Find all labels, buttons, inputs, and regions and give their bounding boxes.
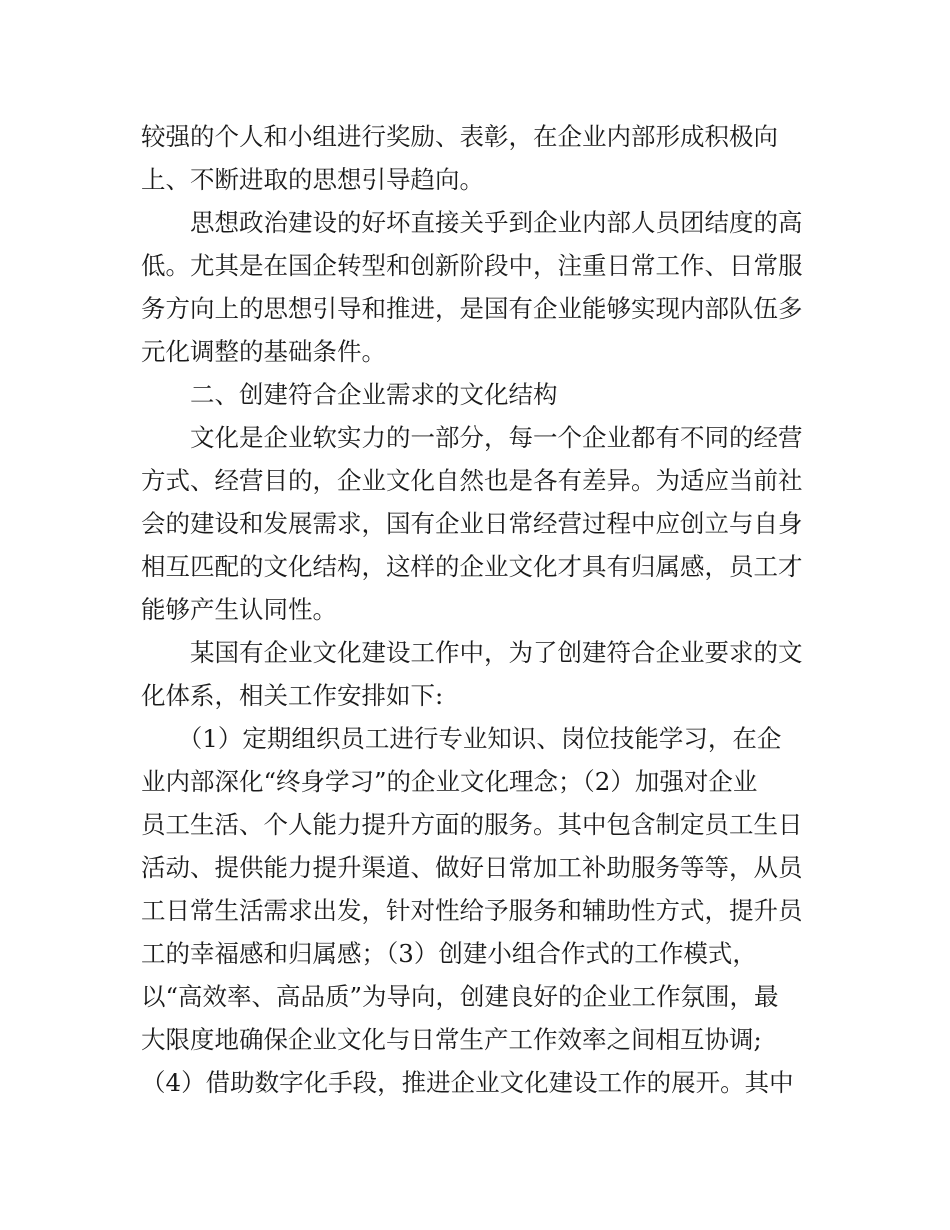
text-line: 业内部深化“终身学习”的企业文化理念；（2）加强对企业: [141, 767, 758, 796]
section-heading: 二、创建符合企业需求的文化结构: [141, 380, 558, 409]
text-line: 较强的个人和小组进行奖励、表彰，在企业内部形成积极向: [141, 122, 778, 151]
text-line: 大限度地确保企业文化与日常生产工作效率之间相互协调;: [141, 1025, 762, 1054]
text-line: 方式、经营目的，企业文化自然也是各有差异。为适应当前社: [141, 466, 803, 495]
text-line: 元化调整的基础条件。: [141, 337, 386, 366]
text-line: 相互匹配的文化结构，这样的企业文化才具有归属感，员工才: [141, 552, 803, 581]
text-line: 工的幸福感和归属感；（3）创建小组合作式的工作模式，: [141, 939, 757, 968]
text-line: 上、不断进取的思想引导趋向。: [141, 165, 484, 194]
text-line: 务方向上的思想引导和推进，是国有企业能够实现内部队伍多: [141, 294, 803, 323]
text-line: 活动、提供能力提升渠道、做好日常加工补助服务等等，从员: [141, 853, 803, 882]
text-line: 能够产生认同性。: [141, 595, 337, 624]
text-line: （1）定期组织员工进行专业知识、岗位技能学习，在企: [141, 724, 782, 753]
text-line: 低。尤其是在国企转型和创新阶段中，注重日常工作、日常服: [141, 251, 803, 280]
text-line: 员工生活、个人能力提升方面的服务。其中包含制定员工生日: [141, 810, 803, 839]
text-line: 思想政治建设的好坏直接关乎到企业内部人员团结度的高: [141, 208, 803, 237]
text-line: 某国有企业文化建设工作中，为了创建符合企业要求的文: [141, 638, 803, 667]
text-line: 文化是企业软实力的一部分，每一个企业都有不同的经营: [141, 423, 803, 452]
text-line: 化体系，相关工作安排如下:: [141, 681, 444, 710]
text-line: 工日常生活需求出发，针对性给予服务和辅助性方式，提升员: [141, 896, 803, 925]
text-line: （4）借助数字化手段，推进企业文化建设工作的展开。其中: [141, 1068, 794, 1097]
text-line: 以“高效率、高品质”为导向，创建良好的企业工作氛围，最: [141, 982, 779, 1011]
text-line: 会的建设和发展需求，国有企业日常经营过程中应创立与自身: [141, 509, 803, 538]
